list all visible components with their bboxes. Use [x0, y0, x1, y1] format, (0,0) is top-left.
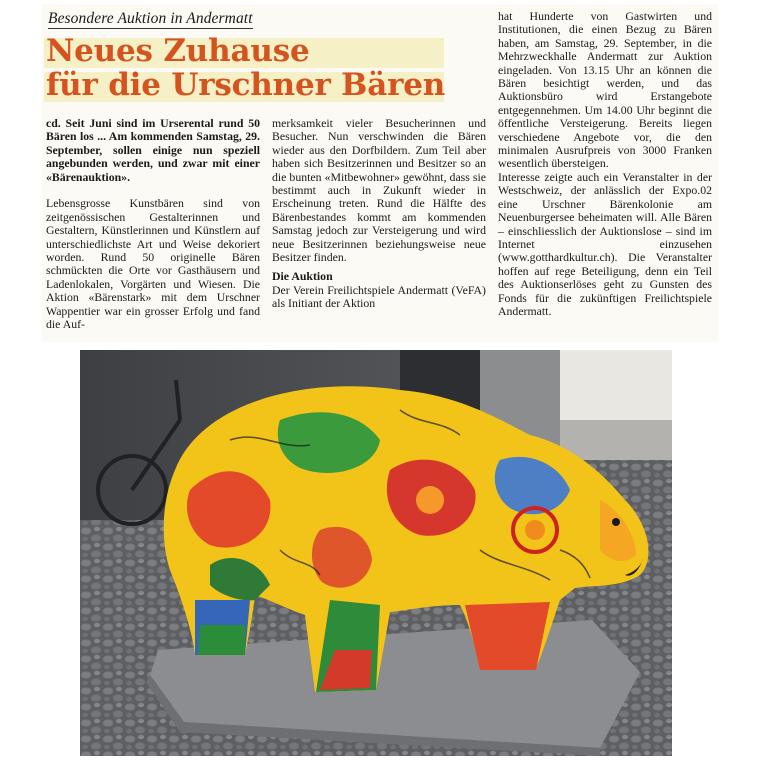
article-paragraph: merksamkeit vieler Besucherinnen und Besucher. Nun verschwinden die Bären wieder aus den Dorfbildern. Zum Teil aber haben sich Besitzerinnen und Besitzer so an die bunten «Mitbewohner» gewöhnt, dass sie bestimmt auch in Zukunft wieder in Erscheinung treten. Rund die Hälfte des Bärenbestandes kommt am kommenden Samstag jedoch zur Versteigerung und wird neue Besitzerinnen beziehungsweise neue Besitzer finden.	[272, 116, 486, 265]
article-paragraph: Interesse zeigte auch ein Veranstalter in der Westschweiz, der anlässlich der Expo.02 eine Urschner Bärenkolonie am Neuenburgersee beheimaten will. Alle Bären – einschliesslich der Auktionslose – sind im Internet einzusehen (www.gotthardkultur.ch). Die Veranstalter hoffen auf rege Beteiligung, denn ein Teil des Auktionserlöses geht zu Gunsten des Fonds für die zukünftigen Freilichtspiele Andermatt.	[498, 169, 712, 318]
article-paragraph: Lebensgrosse Kunstbären sind von zeitgenössischen Gestalterinnen und Gestaltern, Künstlerinnen und Künstlern auf unterschiedlichste Art und Weise dekoriert worden. Rund 50 originelle Bären schmückten die Orte vor Gasthäusern und Ladenlokalen, Vorgärten und Wiesen. Die Aktion «Bärenstark» mit dem Urschner Wappentier war ein grosser Erfolg und fand die Auf-	[46, 196, 260, 332]
headline-line-1: Neues Zuhause	[46, 33, 310, 69]
newspaper-clipping	[42, 4, 718, 342]
bear-sculpture-photo	[80, 350, 672, 756]
article-paragraph: hat Hunderte von Gastwirten und Institutionen, die einen Bezug zu Bären haben, am Samstag, 29. September, in die Mehrzweckhalle Andermatt zur Auktion eingeladen. Von 13.15 Uhr an können die Bären besichtigt werden, und das Auktionsbüro wird Erstangebote entgegennehmen. Um 14.00 Uhr beginnt die öffentliche Versteigerung. Bereits liegen verschiedene Angebote vor, die den minimalen Ausrufpreis von 3000 Franken wesentlich übersteigen.	[498, 9, 712, 171]
article-paragraph: Der Verein Freilichtspiele Andermatt (VeFA) als Initiant der Aktion	[272, 282, 486, 311]
bear-illustration	[80, 350, 672, 756]
article-lead: cd. Seit Juni sind im Urserental rund 50 Bären los ... Am kommenden Samstag, 29. September, sollen einige nun speziell angebunden werden, und zwar mit einer «Bärenauktion».	[46, 116, 260, 184]
building-facade	[560, 350, 672, 420]
article-column-1	[46, 117, 260, 331]
article-headline	[46, 34, 446, 102]
article-subhead: Die Auktion	[272, 269, 333, 284]
headline-line-2: für die Urschner Bären	[46, 67, 446, 103]
article-column-3	[498, 10, 712, 318]
article-column-2	[272, 117, 486, 311]
article-kicker: Besondere Auktion in Andermatt	[48, 10, 253, 27]
